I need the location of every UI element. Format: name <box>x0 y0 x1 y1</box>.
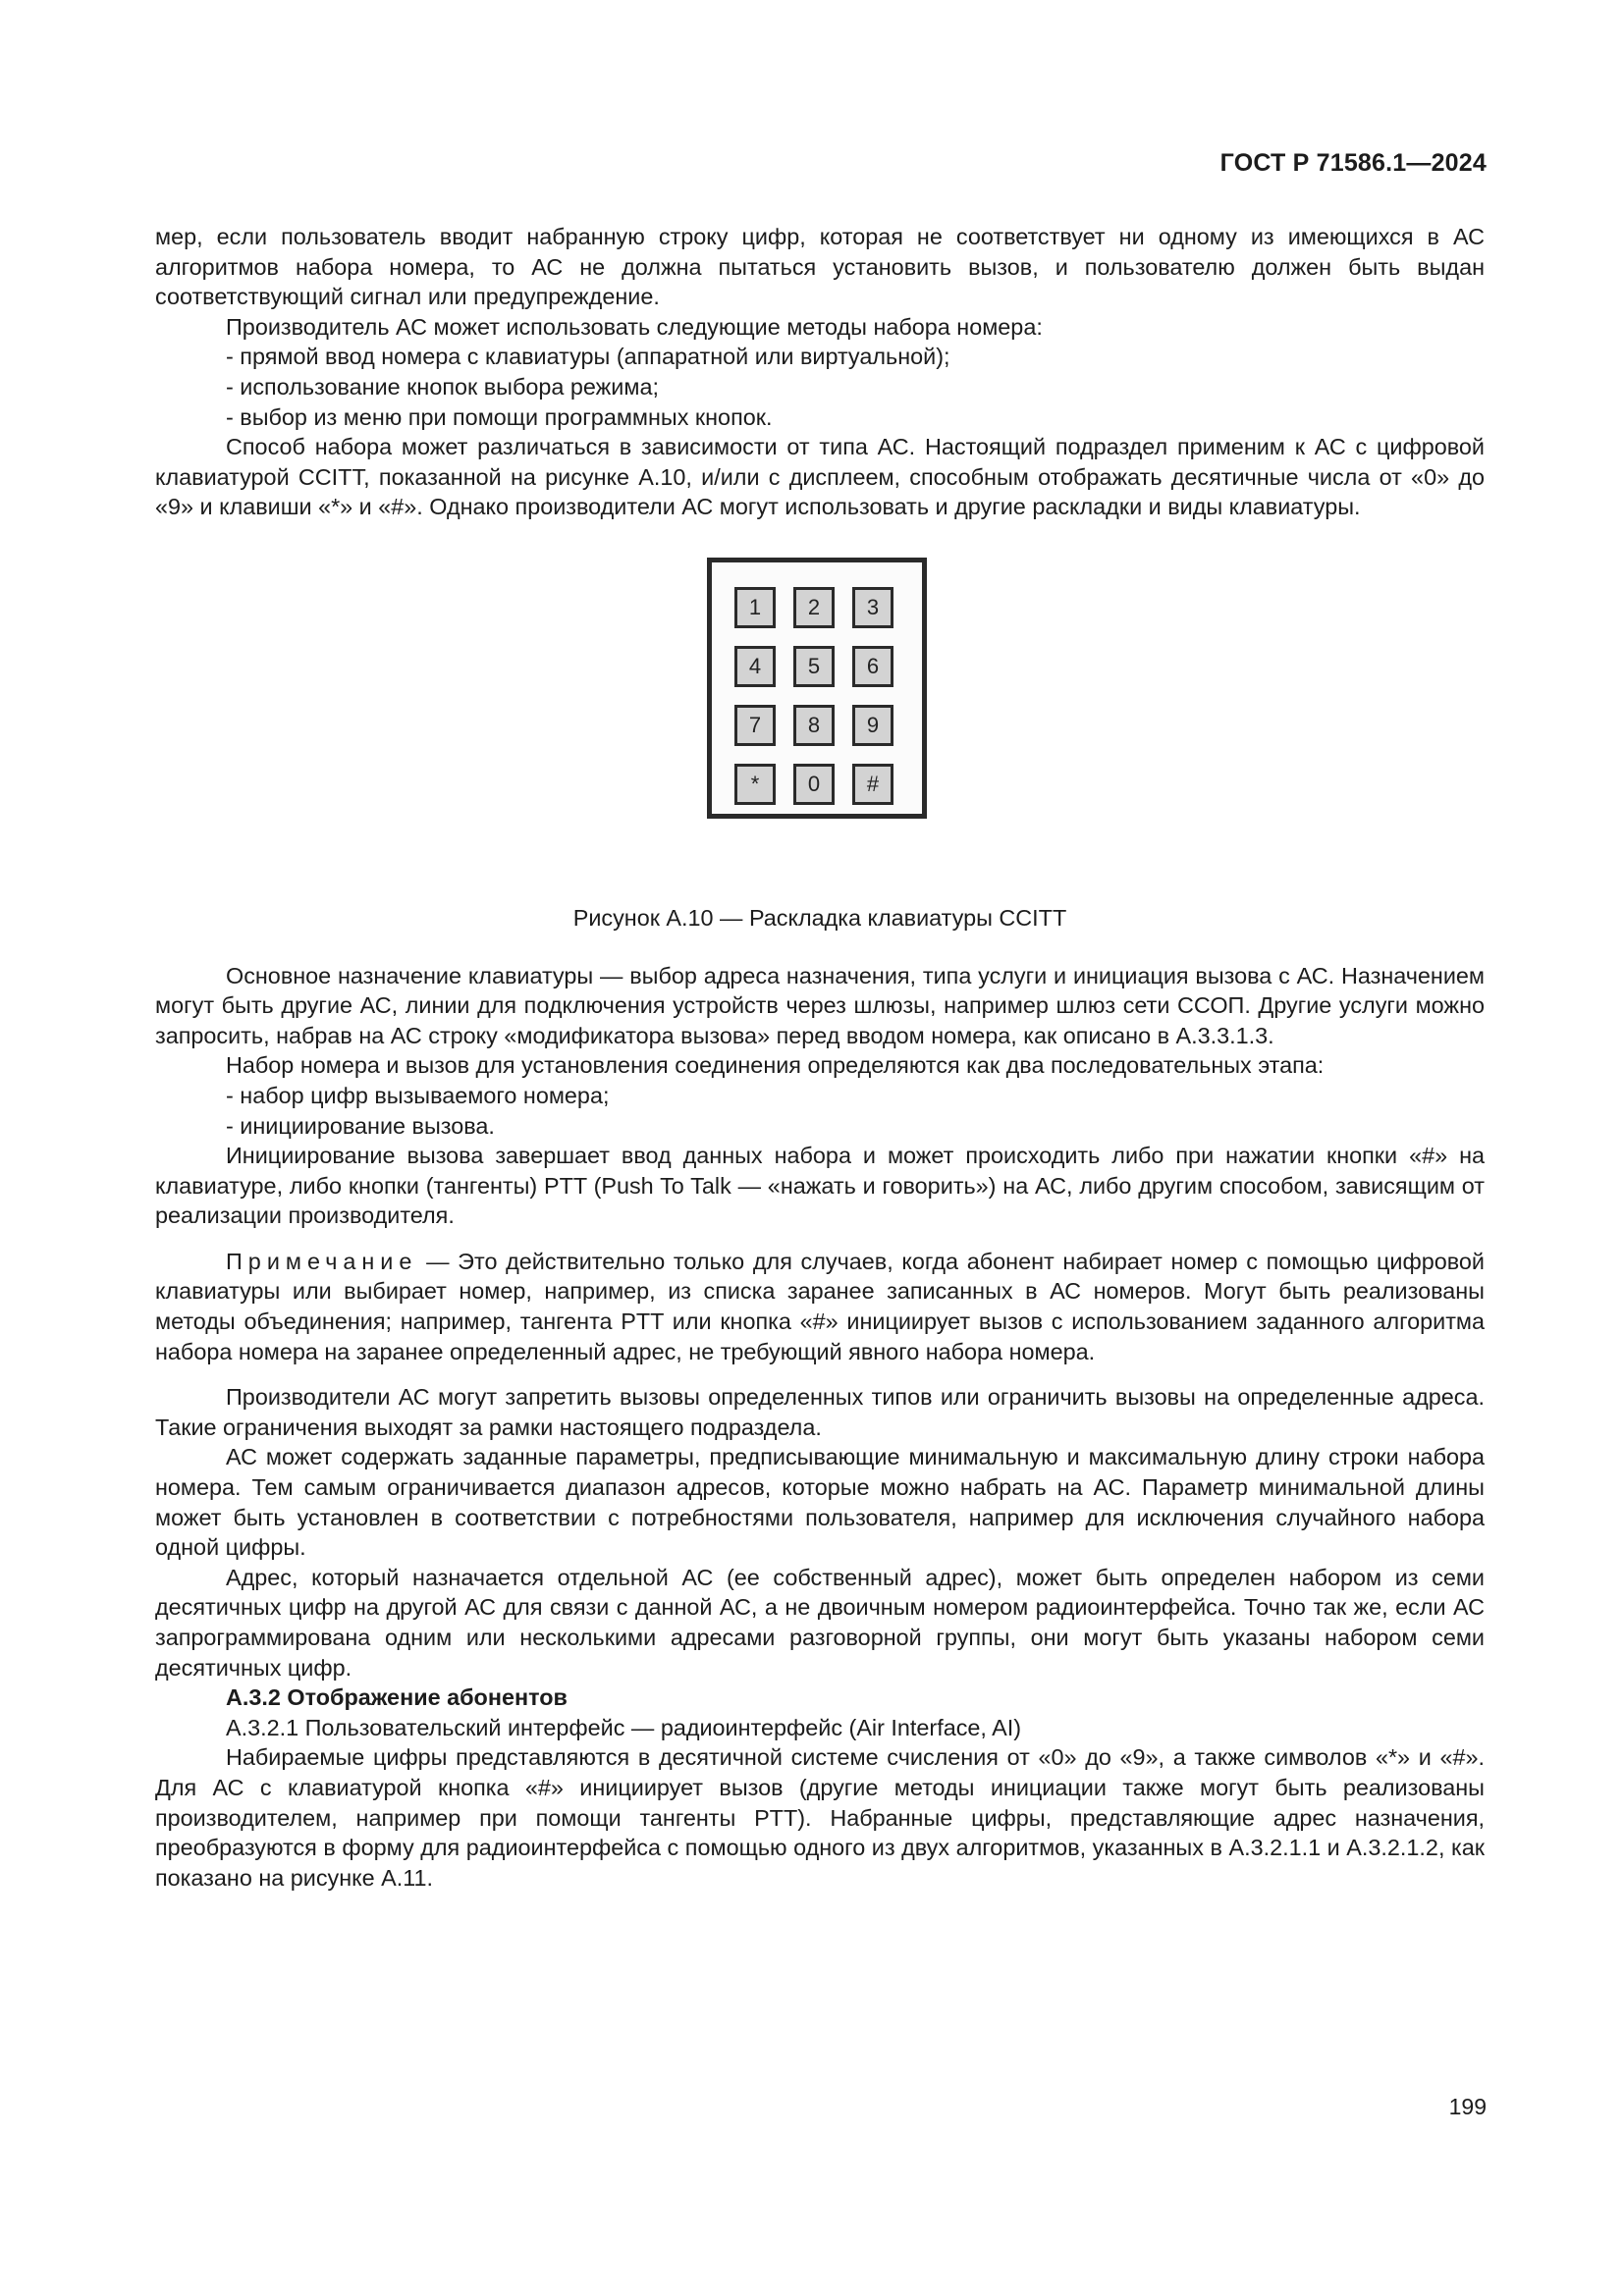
figure-caption: Рисунок А.10 — Раскладка клавиатуры CCITT <box>572 904 1067 931</box>
keypad-key-3: 3 <box>852 587 893 628</box>
section-heading: А.3.2 Отображение абонентов <box>226 1684 568 1711</box>
list-item: - использование кнопок выбора режима; <box>226 373 659 400</box>
keypad-key-hash: # <box>852 764 893 805</box>
figure-a10 <box>155 558 1485 881</box>
note-label: Примечание <box>226 1248 418 1274</box>
paragraph-own-address: Адрес, который назначается отдельной АС (ее собственный адрес), может быть определен набором из семи десятичных цифр на другой АС для связи с данной АС, а не двоичным номером радиоинтерфейса. Точно так же, если АС запрограммирована одним или несколькими адресами разговорной группы, они могут быть указаны набором семи десятичных цифр. <box>155 1564 1485 1681</box>
subsection-heading: А.3.2.1 Пользовательский интерфейс — радиоинтерфейс (Air Interface, AI) <box>226 1714 1022 1740</box>
paragraph-keypad-purpose: Основное назначение клавиатуры — выбор адреса назначения, типа услуги и инициация вызова с АС. Назначением могут быть другие АС, линии для подключения устройств через шлюзы, например шлюз сети ССОП. Другие услуги можно запросить, набрав на АС строку «модификатора вызова» перед вводом номера, как описано в А.3.3.1.3. <box>155 962 1485 1048</box>
note-paragraph <box>155 1247 1485 1366</box>
paragraph-continuation: мер, если пользователь вводит набранную строку цифр, которая не соответствует ни одному из имеющихся в АС алгоритмов набора номера, то АС не должна пытаться установить вызов, и пользователю должен быть выдан соответствующий сигнал или предупреждение. <box>155 224 1485 310</box>
keypad-key-7: 7 <box>734 705 776 746</box>
paragraph-dialing-stages: Набор номера и вызов для установления соединения определяются как два последовательных этапа: <box>226 1052 1325 1079</box>
list-item: - прямой ввод номера с клавиатуры (аппаратной или виртуальной); <box>226 344 950 370</box>
ccitt-keypad-figure <box>707 558 927 819</box>
document-body <box>155 222 1485 1893</box>
paragraph-length-params: АС может содержать заданные параметры, предписывающие минимальную и максимальную длину строки набора номера. Тем самым ограничивается диапазон адресов, которые можно набрать на АС. Параметр минимальной длины может быть установлен в соответствии с потребностями пользователя, например для исключения случайного набора одной цифры. <box>155 1444 1485 1561</box>
paragraph-methods-intro: Производитель АС может использовать следующие методы набора номера: <box>226 313 1043 340</box>
list-item: - набор цифр вызываемого номера; <box>226 1082 610 1108</box>
paragraph-dialed-digits: Набираемые цифры представляются в десятичной системе счисления от «0» до «9», а также символов «*» и «#». Для АС с клавиатурой кнопка «#» инициирует вызов (другие методы инициации также могут быть реализованы производителем, например при помощи тангенты PTT). Набранные цифры, представляющие адрес назначения, преобразуются в форму для радиоинтерфейса с помощью одного из двух алгоритмов, указанных в А.3.2.1.1 и А.3.2.1.2, как показано на рисунке А.11. <box>155 1744 1485 1891</box>
note-text: — Это действительно только для случаев, когда абонент набирает номер с помощью цифровой клавиатуры или выбирает номер, например, из списка заранее записанных в АС номеров. Могут быть реализованы методы объединения; например, тангента PTT или кнопка «#» инициирует вызов с использованием заданного алгоритма набора номера на заранее определенный адрес, не требующий явного набора номера. <box>155 1248 1485 1364</box>
paragraph-restrictions: Производители АС могут запретить вызовы определенных типов или ограничить вызовы на определенные адреса. Такие ограничения выходят за рамки настоящего подраздела. <box>155 1384 1485 1440</box>
page-number: 199 <box>1448 2094 1487 2119</box>
keypad-key-1: 1 <box>734 587 776 628</box>
keypad-key-6: 6 <box>852 646 893 687</box>
keypad-key-star: * <box>734 764 776 805</box>
document-header: ГОСТ Р 71586.1—2024 <box>1219 149 1487 177</box>
keypad-key-5: 5 <box>793 646 835 687</box>
keypad-key-9: 9 <box>852 705 893 746</box>
paragraph-keypad-type: Способ набора может различаться в зависимости от типа АС. Настоящий подраздел применим к АС с цифровой клавиатурой CCITT, показанной на рисунке А.10, и/или с дисплеем, способным отображать десятичные числа от «0» до «9» и клавиши «*» и «#». Однако производители АС могут использовать и другие раскладки и виды клавиатуры. <box>155 434 1485 520</box>
list-item: - выбор из меню при помощи программных кнопок. <box>226 403 773 430</box>
keypad-key-2: 2 <box>793 587 835 628</box>
list-item: - инициирование вызова. <box>226 1112 495 1139</box>
keypad-key-4: 4 <box>734 646 776 687</box>
keypad-key-0: 0 <box>793 764 835 805</box>
keypad-key-8: 8 <box>793 705 835 746</box>
paragraph-call-initiation: Инициирование вызова завершает ввод данных набора и может происходить либо при нажатии кнопки «#» на клавиатуре, либо кнопки (тангенты) PTT (Push To Talk — «нажать и говорить») на АС, либо другим способом, зависящим от реализации производителя. <box>155 1143 1485 1229</box>
